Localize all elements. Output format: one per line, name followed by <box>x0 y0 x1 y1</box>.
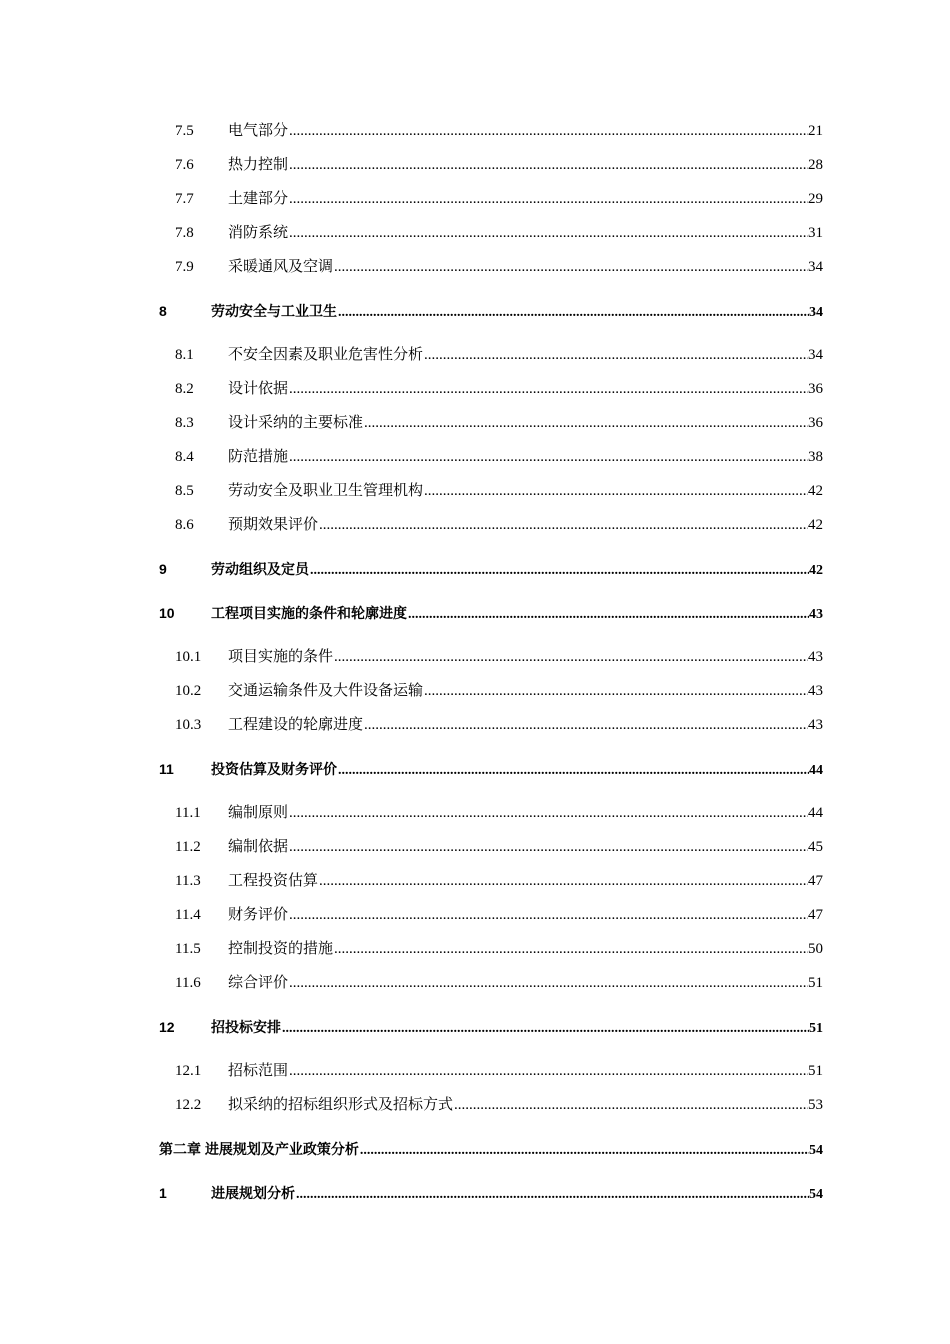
toc-entry-page-number: 44 <box>808 805 823 821</box>
toc-entry-page-number: 54 <box>809 1187 823 1202</box>
toc-entry-page-number: 38 <box>808 449 823 465</box>
toc-entry-number: 7.9 <box>175 259 194 275</box>
toc-entry-number: 8.6 <box>175 517 194 533</box>
toc-entry-title-line <box>228 802 823 824</box>
toc-dot-leader <box>289 904 808 926</box>
toc-entry-title: 采暖通风及空调 <box>228 259 334 275</box>
toc-entry-page-number: 29 <box>808 191 823 207</box>
toc-entry-number: 8.5 <box>175 483 194 499</box>
toc-entry-title: 电气部分 <box>228 123 289 139</box>
toc-entry-title: 投资估算及财务评价 <box>211 761 337 777</box>
toc-entry-page-number: 34 <box>809 305 823 320</box>
toc-entry-number: 8.4 <box>175 449 194 465</box>
toc-entry-page-number: 51 <box>809 1021 823 1036</box>
toc-dot-leader <box>424 480 808 502</box>
toc-entry-title: 编制原则 <box>228 805 289 821</box>
toc-entry-title: 劳动安全及职业卫生管理机构 <box>228 483 424 499</box>
toc-entry-title: 财务评价 <box>228 907 289 923</box>
toc-entry-number: 11.3 <box>175 873 201 889</box>
toc-entry-title: 工程项目实施的条件和轮廓进度 <box>211 605 407 621</box>
toc-entry-title: 招投标安排 <box>211 1019 281 1035</box>
toc-entry[interactable] <box>0 446 950 468</box>
toc-entry-number: 11.1 <box>175 805 201 821</box>
toc-entry-page-number: 54 <box>809 1143 823 1158</box>
toc-entry-page-number: 44 <box>809 763 823 778</box>
toc-entry-title: 进展规划分析 <box>211 1185 295 1201</box>
toc-entry-number: 7.6 <box>175 157 194 173</box>
toc-entry-title-line <box>211 602 823 624</box>
toc-entry-number: 12 <box>159 1019 175 1035</box>
toc-entry-title-line <box>228 938 823 960</box>
toc-entry-page-number: 31 <box>808 225 823 241</box>
toc-entry[interactable] <box>0 1094 950 1116</box>
toc-entry-title-line <box>211 1016 823 1038</box>
toc-entry-page-number: 42 <box>808 517 823 533</box>
toc-entry[interactable] <box>0 1060 950 1082</box>
toc-entry-title: 消防系统 <box>228 225 289 241</box>
toc-entry-title-line <box>228 120 823 142</box>
toc-dot-leader <box>310 560 809 582</box>
toc-entry[interactable] <box>0 514 950 536</box>
toc-entry-title-line <box>228 1060 823 1082</box>
toc-entry-number: 11.6 <box>175 975 201 991</box>
toc-entry-title-line <box>228 154 823 176</box>
toc-entry-title-line <box>228 344 823 366</box>
toc-entry-number: 7.5 <box>175 123 194 139</box>
toc-entry[interactable] <box>0 646 950 668</box>
toc-entry-number: 8.3 <box>175 415 194 431</box>
toc-entry-page-number: 34 <box>808 347 823 363</box>
toc-entry[interactable] <box>0 836 950 858</box>
toc-entry-page-number: 21 <box>808 123 823 139</box>
toc-entry-number: 7.8 <box>175 225 194 241</box>
toc-dot-leader <box>334 938 808 960</box>
toc-entry-title-line <box>228 646 823 668</box>
toc-entry-title: 热力控制 <box>228 157 289 173</box>
toc-entry-title-line <box>228 256 823 278</box>
toc-entry[interactable] <box>0 602 950 624</box>
toc-entry[interactable] <box>0 558 950 580</box>
toc-dot-leader <box>289 154 808 176</box>
toc-entry-page-number: 43 <box>808 717 823 733</box>
toc-entry-number: 1 <box>159 1185 167 1201</box>
toc-dot-leader <box>319 870 808 892</box>
toc-entry-page-number: 34 <box>808 259 823 275</box>
toc-dot-leader <box>424 680 808 702</box>
toc-entry-title-line <box>211 558 823 580</box>
toc-entry-number: 10.2 <box>175 683 202 699</box>
toc-dot-leader <box>289 222 808 244</box>
toc-entry[interactable] <box>0 120 950 142</box>
toc-entry-title-line <box>228 188 823 210</box>
toc-entry[interactable] <box>0 344 950 366</box>
toc-entry-number: 10 <box>159 605 175 621</box>
toc-entry[interactable] <box>0 938 950 960</box>
toc-dot-leader <box>289 378 808 400</box>
toc-entry-title: 劳动组织及定员 <box>211 561 309 577</box>
toc-entry-title: 工程建设的轮廓进度 <box>228 717 364 733</box>
toc-entry-title-line <box>228 1094 823 1116</box>
toc-entry[interactable] <box>0 870 950 892</box>
toc-dot-leader <box>289 972 808 994</box>
toc-entry-title-line <box>228 836 823 858</box>
toc-entry[interactable] <box>0 1182 950 1204</box>
toc-dot-leader <box>334 646 808 668</box>
toc-entry-title-line <box>228 680 823 702</box>
toc-entry-title: 工程投资估算 <box>228 873 319 889</box>
toc-entry-title: 劳动安全与工业卫生 <box>211 303 337 319</box>
toc-entry-title-line <box>228 870 823 892</box>
toc-dot-leader <box>289 446 808 468</box>
toc-entry-page-number: 43 <box>808 649 823 665</box>
toc-entry[interactable] <box>0 1138 950 1160</box>
toc-entry[interactable] <box>0 714 950 736</box>
toc-entry-page-number: 47 <box>808 907 823 923</box>
toc-entry-title-line <box>228 412 823 434</box>
toc-entry[interactable] <box>0 758 950 780</box>
toc-dot-leader <box>408 604 809 626</box>
toc-entry-title-line <box>228 972 823 994</box>
toc-entry-title-line <box>228 222 823 244</box>
toc-entry-number: 10.3 <box>175 717 202 733</box>
toc-entry[interactable] <box>0 904 950 926</box>
toc-entry-title-line <box>211 300 823 322</box>
toc-entry[interactable] <box>0 256 950 278</box>
toc-entry-number: 11.4 <box>175 907 201 923</box>
toc-entry-page-number: 45 <box>808 839 823 855</box>
toc-entry-title-line <box>159 1138 823 1160</box>
toc-dot-leader <box>334 256 808 278</box>
toc-entry-number: 11.2 <box>175 839 201 855</box>
toc-entry[interactable] <box>0 680 950 702</box>
toc-entry-page-number: 42 <box>808 483 823 499</box>
toc-entry-title: 编制依据 <box>228 839 289 855</box>
toc-entry[interactable] <box>0 412 950 434</box>
toc-dot-leader <box>360 1140 809 1162</box>
toc-entry-page-number: 47 <box>808 873 823 889</box>
toc-dot-leader <box>338 302 809 324</box>
toc-dot-leader <box>289 836 808 858</box>
toc-entry-number: 7.7 <box>175 191 194 207</box>
toc-entry-title: 土建部分 <box>228 191 289 207</box>
toc-entry-title-line <box>228 514 823 536</box>
toc-entry-title: 控制投资的措施 <box>228 941 334 957</box>
toc-entry-title: 设计采纳的主要标准 <box>228 415 364 431</box>
toc-dot-leader <box>289 188 808 210</box>
toc-dot-leader <box>296 1184 809 1206</box>
toc-entry-page-number: 53 <box>808 1097 823 1113</box>
toc-entry-number: 8.1 <box>175 347 194 363</box>
toc-entry-number: 9 <box>159 561 167 577</box>
toc-entry-title: 防范措施 <box>228 449 289 465</box>
toc-dot-leader <box>364 412 808 434</box>
toc-entry-page-number: 28 <box>808 157 823 173</box>
toc-entry-title-line <box>228 446 823 468</box>
toc-entry-page-number: 36 <box>808 381 823 397</box>
toc-entry-page-number: 51 <box>808 975 823 991</box>
toc-entry-page-number: 51 <box>808 1063 823 1079</box>
toc-entry-title-line <box>228 480 823 502</box>
toc-entry[interactable] <box>0 480 950 502</box>
toc-dot-leader <box>338 760 809 782</box>
toc-entry-number: 8.2 <box>175 381 194 397</box>
toc-entry[interactable] <box>0 1016 950 1038</box>
toc-entry-page-number: 50 <box>808 941 823 957</box>
toc-entry[interactable] <box>0 802 950 824</box>
toc-entry[interactable] <box>0 300 950 322</box>
toc-entry-title: 不安全因素及职业危害性分析 <box>228 347 424 363</box>
toc-dot-leader <box>289 1060 808 1082</box>
toc-dot-leader <box>289 120 808 142</box>
toc-entry-title-line <box>228 904 823 926</box>
toc-entry-title-line <box>211 1182 823 1204</box>
toc-entry-page-number: 36 <box>808 415 823 431</box>
toc-entry-title: 第二章 进展规划及产业政策分析 <box>159 1141 359 1157</box>
toc-entry[interactable] <box>0 972 950 994</box>
toc-entry[interactable] <box>0 154 950 176</box>
toc-entry[interactable] <box>0 378 950 400</box>
toc-entry-title: 招标范围 <box>228 1063 289 1079</box>
toc-entry-number: 8 <box>159 303 167 319</box>
toc-entry-title: 拟采纳的招标组织形式及招标方式 <box>228 1097 454 1113</box>
toc-entry-number: 12.2 <box>175 1097 202 1113</box>
toc-entry-number: 10.1 <box>175 649 202 665</box>
toc-dot-leader <box>282 1018 809 1040</box>
toc-dot-leader <box>364 714 808 736</box>
toc-entry-title: 交通运输条件及大件设备运输 <box>228 683 424 699</box>
toc-entry[interactable] <box>0 188 950 210</box>
toc-entry-title: 项目实施的条件 <box>228 649 334 665</box>
toc-entry-title-line <box>228 378 823 400</box>
toc-entry-title: 预期效果评价 <box>228 517 319 533</box>
toc-entry-number: 11 <box>159 761 174 777</box>
toc-entry-title-line <box>228 714 823 736</box>
toc-dot-leader <box>319 514 808 536</box>
toc-entry-page-number: 43 <box>809 607 823 622</box>
toc-entry-title-line <box>211 758 823 780</box>
toc-dot-leader <box>289 802 808 824</box>
toc-entry-number: 11.5 <box>175 941 201 957</box>
toc-dot-leader <box>424 344 808 366</box>
toc-entry-title: 综合评价 <box>228 975 289 991</box>
toc-entry-number: 12.1 <box>175 1063 202 1079</box>
toc-entry-title: 设计依据 <box>228 381 289 397</box>
toc-entry-page-number: 42 <box>809 563 823 578</box>
toc-entry-page-number: 43 <box>808 683 823 699</box>
toc-dot-leader <box>454 1094 808 1116</box>
toc-entry[interactable] <box>0 222 950 244</box>
